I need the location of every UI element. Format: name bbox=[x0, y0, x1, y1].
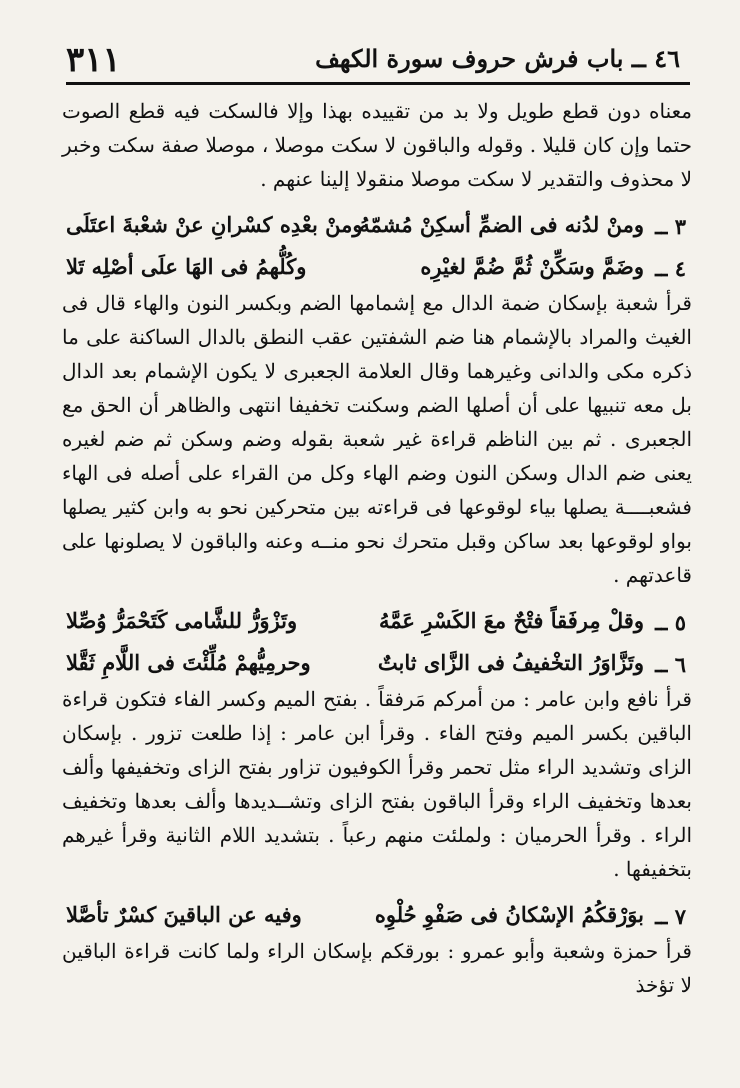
verse-number: ٦ ــ bbox=[655, 652, 686, 677]
verse-first-hemistich: وضَمَّ وسَكِّنْ ثُمَّ ضُمَّ لغيْرِه bbox=[420, 254, 644, 279]
verse-first-hemistich: وقلْ مِرفَقاً فتْحٌ معَ الكَسْرِ عَمَّهُ bbox=[379, 608, 644, 633]
verse-line bbox=[62, 640, 692, 682]
page-body bbox=[62, 94, 692, 1002]
verse-line bbox=[62, 202, 692, 244]
verse-line bbox=[62, 892, 692, 934]
verse-second-hemistich: ومنْ بعْدِه كسْرانِ عنْ شعْبةَ اعتَلَى bbox=[66, 212, 363, 237]
verse-second-hemistich: وحرمِيُّهمْ مُلِّئْتَ فى اللَّامِ ثَقَّلا bbox=[66, 650, 311, 675]
chapter-title: ٤٦ ــ باب فرش حروف سورة الكهف bbox=[315, 44, 680, 73]
verse-first-hemistich: ومنْ لدُنه فى الضمِّ أسكِنْ مُشمّهُ bbox=[359, 212, 644, 237]
verse-second-hemistich: وتَزْوَرُّ للشَّامى كَتَحْمَرُّ وُصِّلا bbox=[66, 608, 298, 633]
paragraph: قرأ حمزة وشعبة وأبو عمرو : بورقكم بإسكان الراء ولما كانت قراءة الباقين لا تؤخذ bbox=[62, 939, 692, 997]
verse-line bbox=[62, 598, 692, 640]
page-header bbox=[66, 36, 690, 84]
header-rule bbox=[66, 82, 690, 85]
verse-second-hemistich: وفيه عن الباقينَ كسْرٌ تأصَّلا bbox=[66, 902, 302, 927]
verse-first-hemistich: وتَزَّاوَرُ التخْفيفُ فى الزَّاى ثابتٌ bbox=[377, 650, 644, 675]
verse-number: ٧ ــ bbox=[655, 904, 686, 929]
paragraph: قرأ نافع وابن عامر : من أمركم مَرفقاً . بفتح الميم وكسر الفاء فتكون قراءة الباقين بكسر الميم وفتح الفاء . وقرأ ابن عامر : إذا طلعت تزور . بإسكان الزاى وتشديد الراء مثل تحمر وقرأ الكوفيون تزاور بفتح الزاى وتخفيفها وألف بعدها وتخفيف الراء وقرأ الباقون بفتح الزاى وتشــديدها وألف بعدها وتخفيف الراء . وقرأ الحرميان : ولملئت منهم رعباً . بتشديد اللام الثانية وقرأ غيرهم بتخفيفها . bbox=[62, 687, 692, 881]
verse-second-hemistich: وكُلُّهمُ فى الهَا علَى أصْلِه تَلا bbox=[66, 254, 307, 279]
verse-number: ٥ ــ bbox=[655, 610, 686, 635]
page-number: ٣١١ bbox=[66, 40, 121, 80]
verse-number: ٤ ــ bbox=[655, 256, 686, 281]
verse-number: ٣ ــ bbox=[655, 214, 686, 239]
verse-line bbox=[62, 244, 692, 286]
paragraph: معناه دون قطع طويل ولا بد من تقييده بهذا وإلا فالسكت فيه قطع الصوت حتما وإن كان قليلا . وقوله والباقون لا سكت موصلا ، موصلا صفة سكت وخبر لا محذوف والتقدير لا سكت موصلا منقولا إلينا عنهم . bbox=[62, 99, 692, 191]
paragraph: قرأ شعبة بإسكان ضمة الدال مع إشمامها الضم وبكسر النون والهاء قال فى الغيث والمراد بالإشمام هنا ضم الشفتين عقب النطق بالدال الساكنة على ما ذكره مكى والدانى وغيرهما وقال العلامة الجعبرى لا يكون الإشمام بعد الدال بل معه تنبيها على أن أصلها الضم وسكنت تخفيفا انتهى والظاهر أن الحق مع الجعبرى . ثم بين الناظم قراءة غير شعبة بقوله وضم وسكن ثم ضم لغيره يعنى ضم الدال وسكن النون وضم الهاء وكل من القراء على أصله فى الهاء فشعبــــة يصلها بياء لوقوعها فى قراءته بين متحركين نحو به وابن كثير يصلها بواو لوقوعها بعد ساكن وقبل متحرك نحو منــه وعنه والباقون لا يصلونها على قاعدتهم . bbox=[62, 291, 692, 587]
verse-first-hemistich: بوَرْقكُمُ الإسْكانُ فى صَفْوِ حُلْوِه bbox=[374, 902, 644, 927]
